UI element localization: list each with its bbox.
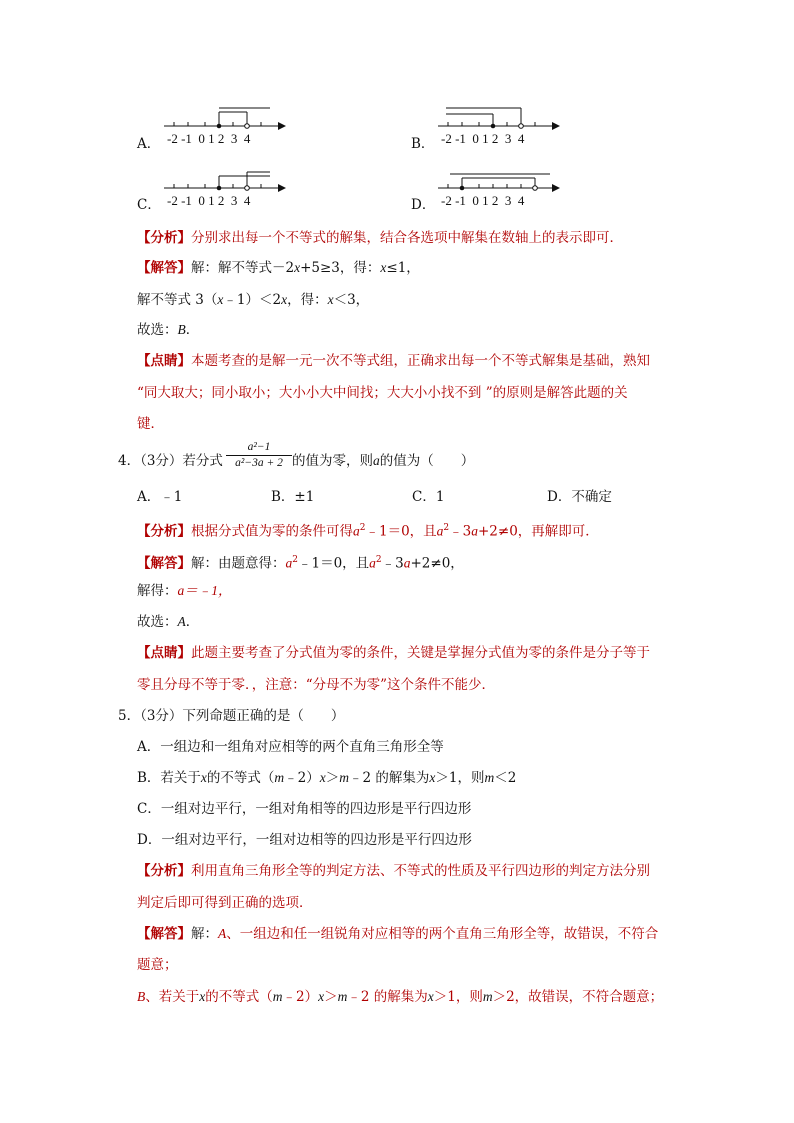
number-line-d-ticks: -2 -1 0 1 2 3 4: [441, 193, 525, 208]
q5-option-d: D．一组对边平行，一组对边相等的四边形是平行四边形: [137, 832, 472, 848]
q3-comment-line3: 键．: [137, 416, 164, 432]
q4-option-c: C．1: [412, 489, 445, 505]
q3-answer-line2: 解不等式 3（x﹣1）＜2x，得：x＜3，: [137, 292, 370, 308]
q4-stem-number: 4．（3分）若分式: [118, 453, 223, 469]
q5-option-c: C．一组对边平行，一组对角相等的四边形是平行四边形: [137, 801, 472, 817]
q4-option-d: D．不确定: [547, 489, 612, 505]
q4-fraction: [226, 440, 292, 471]
option-c-label: C．: [137, 197, 161, 213]
option-a-label: A．: [137, 136, 161, 152]
q3-analysis: 【分析】分别求出每一个不等式的解集，结合各选项中解集在数轴上的表示即可．: [137, 230, 623, 246]
q3-comment-line1: 【点睛】本题考查的是解一元一次不等式组，正确求出每一个不等式解集是基础，熟知: [137, 353, 650, 369]
q5-answer-line2: 题意；: [137, 957, 178, 973]
q3-answer-line3: 故选：B．: [137, 322, 200, 338]
q5-analysis-line2: 判定后即可得到正确的选项．: [137, 895, 313, 911]
number-line-b-ticks: -2 -1 0 1 2 3 4: [441, 131, 525, 146]
q4-answer-line1: 【解答】解：由题意得：$a^2﹣1=0$，且$a^2﹣3a+2\ne 0$，: [137, 555, 464, 572]
q3-answer-line1: 【解答】解：解不等式－2x+5≥3，得：x≤1，: [137, 260, 420, 276]
q5-answer-line1: 【解答】解：A、一组边和任一组锐角对应相等的两个直角三角形全等，故错误，不符合: [137, 926, 659, 942]
q5-option-b: B．若关于x的不等式（m﹣2）x＞m﹣2 的解集为x＞1，则m＜2: [137, 770, 517, 786]
q4-answer-line3: 故选：A．: [137, 614, 200, 630]
q5-analysis-line1: 【分析】利用直角三角形全等的判定方法、不等式的性质及平行四边形的判定方法分别: [137, 863, 650, 879]
q4-fraction-denominator: a²−3a + 2: [235, 457, 283, 469]
q4-option-b: B．±1: [271, 489, 315, 505]
option-b-label: B．: [411, 136, 435, 152]
q4-comment-line2: 零且分母不等于零．，注意：“分母不为零”这个条件不能少．: [137, 677, 496, 693]
number-line-c-ticks: -2 -1 0 1 2 3 4: [167, 193, 251, 208]
q4-comment-line1: 【点睛】此题主要考查了分式值为零的条件，关键是掌握分式值为零的条件是分子等于: [137, 645, 650, 661]
q4-analysis: 【分析】根据分式值为零的条件可得$a^2﹣1=0$，且$a^2﹣3a+2\ne 0$，再解即可．: [137, 523, 599, 540]
number-line-a-ticks: -2 -1 0 1 2 3 4: [167, 131, 251, 146]
option-d-label: D．: [411, 197, 436, 213]
q5-option-a: A．一组边和一组角对应相等的两个直角三角形全等: [137, 739, 444, 755]
q5-answer-line3: B、若关于x的不等式（m﹣2）x＞m﹣2 的解集为x＞1，则m＞2，故错误，不符合题意；: [137, 989, 664, 1005]
q5-stem: 5．（3分）下列命题正确的是（ ）: [118, 708, 345, 724]
q3-comment-line2: “同大取大；同小取小；大小小大中间找；大大小小找不到 ”的原则是解答此题的关: [137, 385, 628, 401]
q4-option-a: A．﹣1: [137, 489, 183, 505]
q4-fraction-numerator: a²−1: [247, 441, 271, 453]
q4-answer-line2: 解得：a＝﹣1，: [137, 583, 232, 599]
q4-stem-tail: 的值为零，则a的值为（ ）: [292, 453, 475, 469]
